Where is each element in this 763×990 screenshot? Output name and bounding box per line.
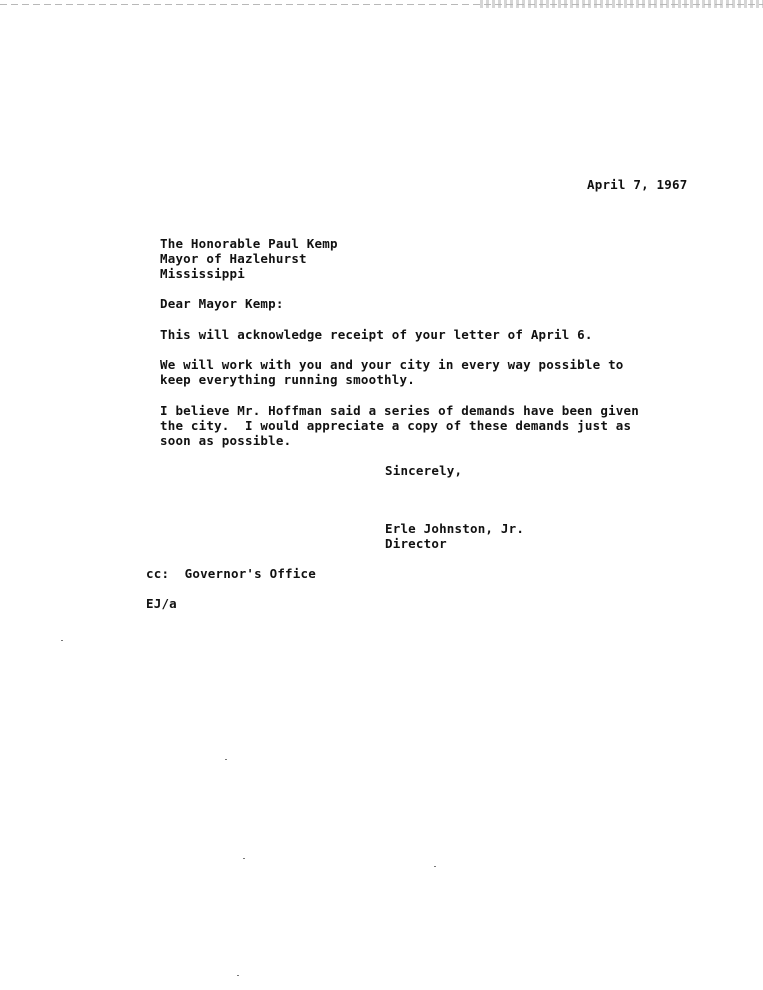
recipient-line: Mississippi	[160, 266, 245, 281]
paragraph-line: We will work with you and your city in every way possible to	[160, 357, 624, 372]
scan-speck	[434, 866, 436, 867]
recipient-line: The Honorable Paul Kemp	[160, 236, 338, 251]
paragraph-line: soon as possible.	[160, 433, 292, 448]
paragraph-line: This will acknowledge receipt of your letter of April 6.	[160, 327, 593, 342]
paragraph-line: keep everything running smoothly.	[160, 372, 415, 387]
scan-speck	[237, 975, 239, 976]
scan-speck	[225, 759, 227, 760]
signer-title: Director	[385, 536, 447, 551]
signer-name: Erle Johnston, Jr.	[385, 521, 525, 536]
salutation: Dear Mayor Kemp:	[160, 296, 284, 311]
scan-speck	[243, 858, 245, 859]
scan-speck	[61, 640, 63, 641]
typist-initials: EJ/a	[146, 596, 177, 611]
cc-line: cc: Governor's Office	[146, 566, 316, 581]
scan-edge-header-mark	[480, 0, 763, 8]
letter-date: April 7, 1967	[587, 177, 688, 192]
closing: Sincerely,	[385, 463, 463, 478]
paragraph-line: the city. I would appreciate a copy of these demands just as	[160, 418, 632, 433]
recipient-line: Mayor of Hazlehurst	[160, 251, 307, 266]
paragraph-line: I believe Mr. Hoffman said a series of demands have been given	[160, 403, 639, 418]
